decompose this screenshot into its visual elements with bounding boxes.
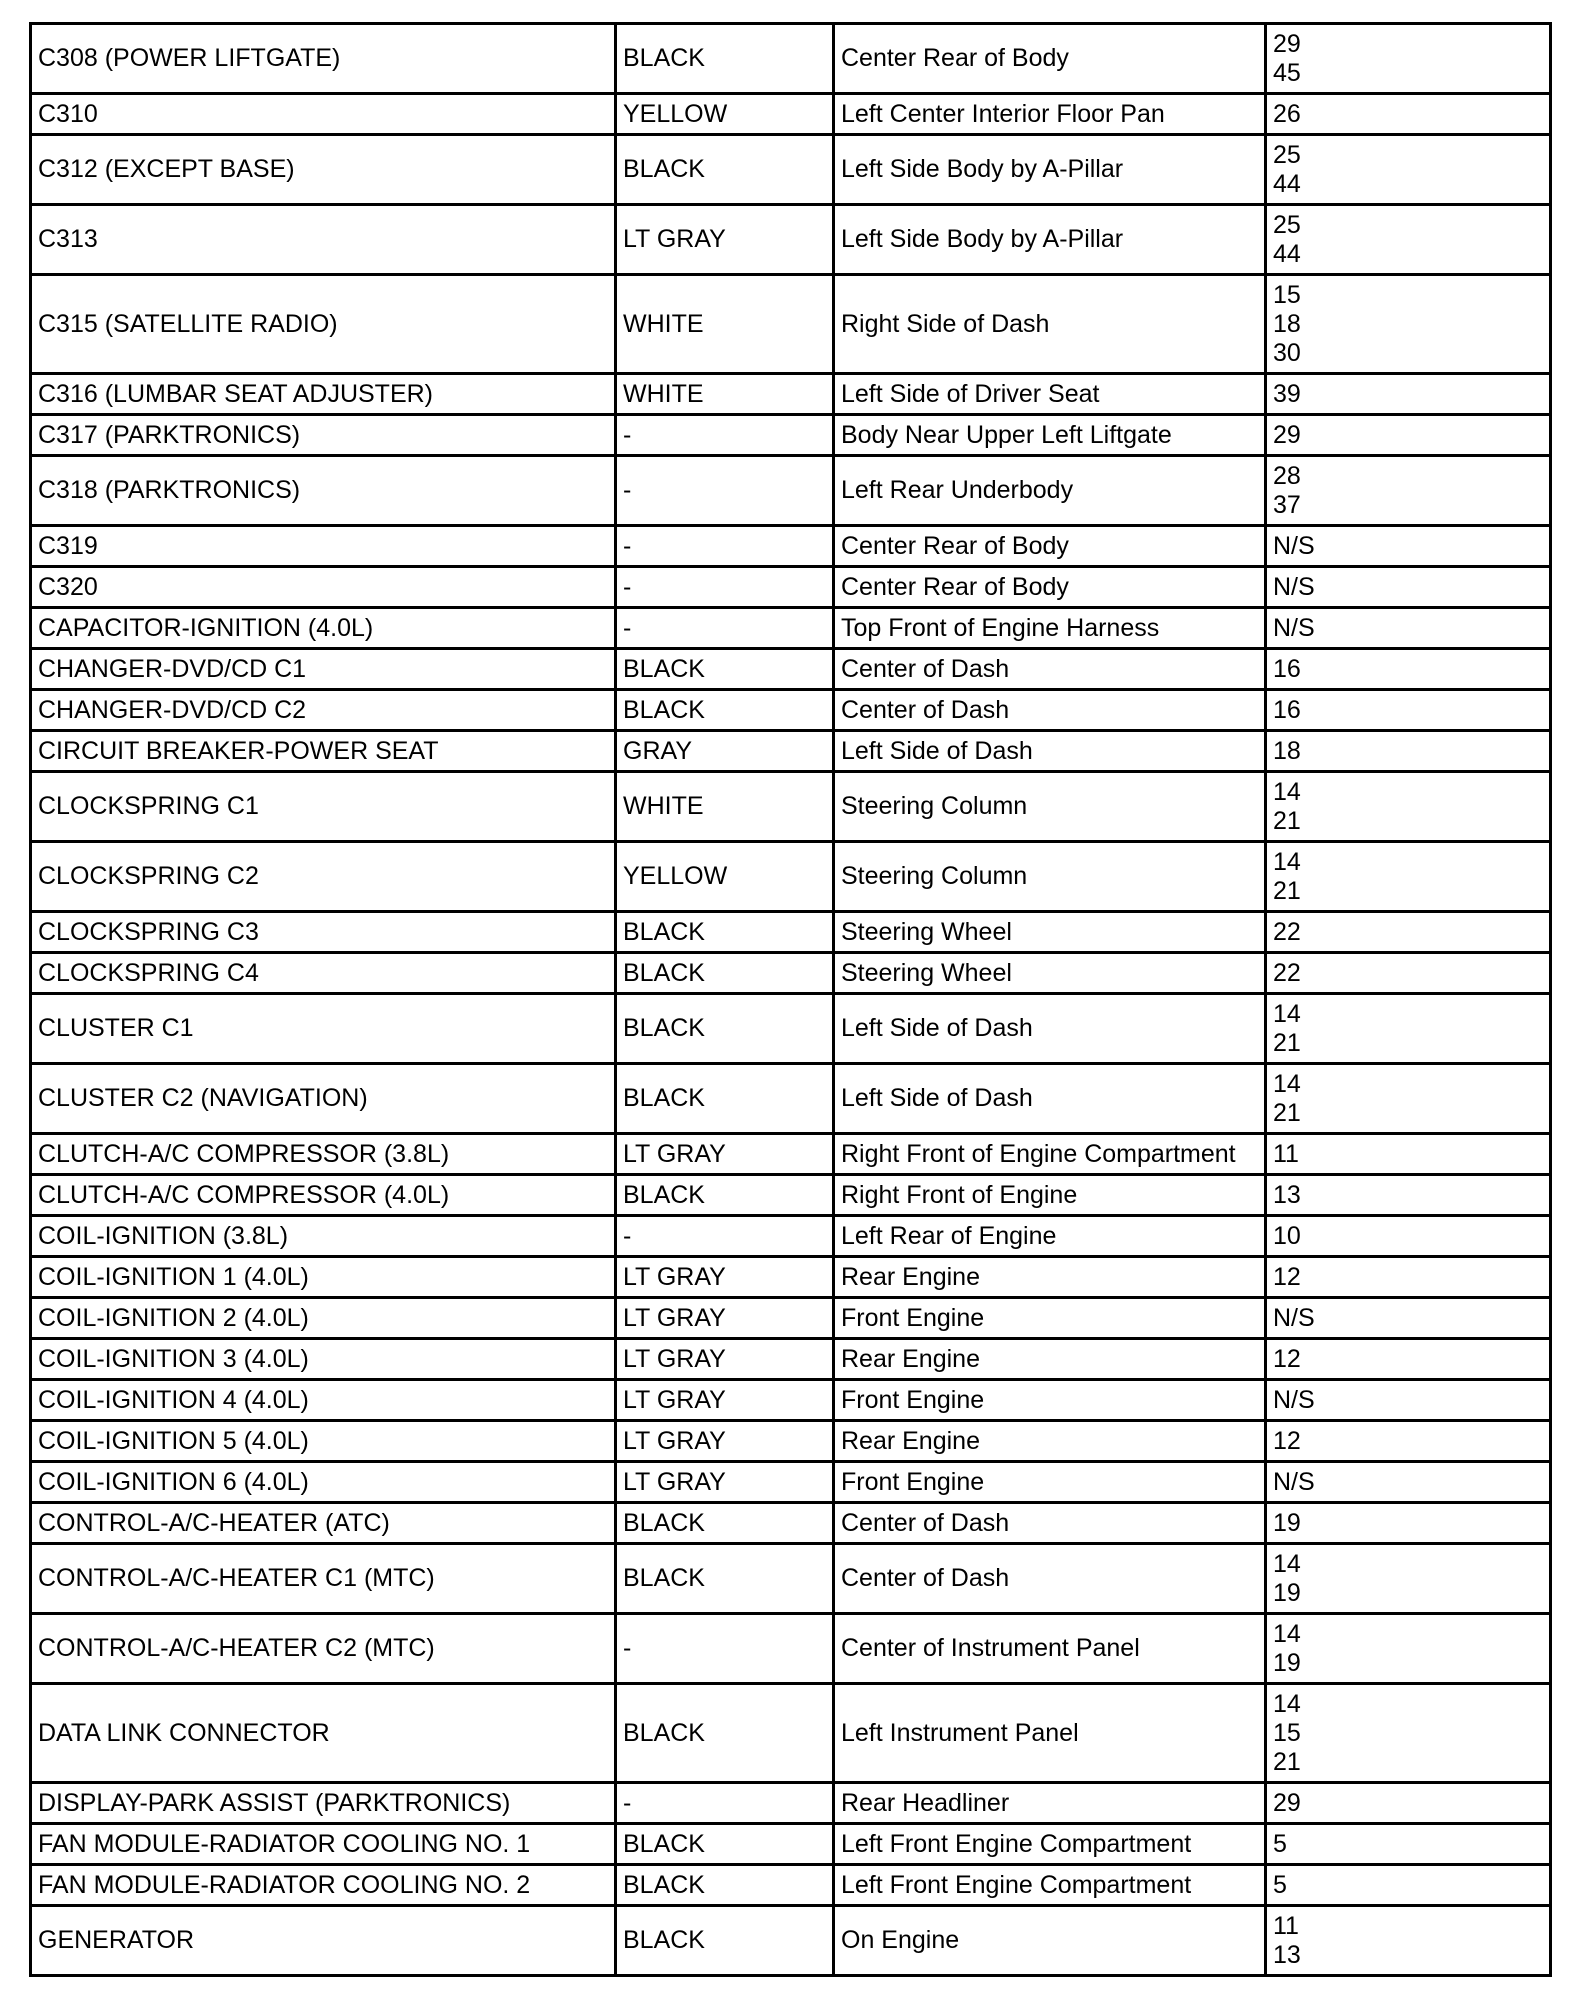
figure-number: 14: [1273, 1619, 1301, 1648]
connector-location-cell: Rear Engine: [834, 1257, 1266, 1298]
connector-name-cell: COIL-IGNITION 1 (4.0L): [31, 1257, 616, 1298]
connector-color-cell: BLACK: [616, 1824, 834, 1865]
figure-number: 15: [1273, 280, 1301, 309]
figure-number-cell: [1266, 690, 1551, 731]
connector-name-cell: C315 (SATELLITE RADIO): [31, 275, 616, 374]
figure-number: 14: [1273, 1549, 1301, 1578]
figure-number: 18: [1273, 309, 1301, 338]
figure-number-cell: [1266, 731, 1551, 772]
figure-number-cell: [1266, 135, 1551, 205]
table-row: [31, 1421, 1551, 1462]
figure-number-cell: [1266, 912, 1551, 953]
figure-number: 39: [1273, 379, 1301, 408]
table-row: [31, 24, 1551, 94]
figure-number-cell: [1266, 953, 1551, 994]
figure-number-cell: [1266, 1783, 1551, 1824]
figure-number: 13: [1273, 1180, 1301, 1209]
table-row: [31, 731, 1551, 772]
connector-color-cell: BLACK: [616, 135, 834, 205]
connector-name-cell: CLOCKSPRING C3: [31, 912, 616, 953]
connector-color-cell: BLACK: [616, 1175, 834, 1216]
figure-number-cell: [1266, 1339, 1551, 1380]
table-row: [31, 842, 1551, 912]
table-row: [31, 772, 1551, 842]
connector-color-cell: BLACK: [616, 953, 834, 994]
figure-number-cell: [1266, 1503, 1551, 1544]
connector-name-cell: CHANGER-DVD/CD C1: [31, 649, 616, 690]
figure-number-cell: [1266, 567, 1551, 608]
table-row: [31, 1503, 1551, 1544]
figure-number: 13: [1273, 1940, 1301, 1969]
connector-name-cell: CAPACITOR-IGNITION (4.0L): [31, 608, 616, 649]
table-row: [31, 1906, 1551, 1976]
table-row: [31, 1783, 1551, 1824]
figure-number-cell: [1266, 526, 1551, 567]
connector-name-cell: CLUSTER C2 (NAVIGATION): [31, 1064, 616, 1134]
figure-number-cell: [1266, 649, 1551, 690]
connector-color-cell: LT GRAY: [616, 1462, 834, 1503]
table-row: [31, 649, 1551, 690]
connector-color-cell: YELLOW: [616, 94, 834, 135]
figure-number: 11: [1273, 1911, 1299, 1940]
connector-name-cell: C308 (POWER LIFTGATE): [31, 24, 616, 94]
connector-name-cell: CLUTCH-A/C COMPRESSOR (3.8L): [31, 1134, 616, 1175]
connector-location-cell: Front Engine: [834, 1462, 1266, 1503]
figure-number: N/S: [1273, 1467, 1315, 1496]
connector-location-cell: Front Engine: [834, 1298, 1266, 1339]
connector-location-cell: Rear Engine: [834, 1421, 1266, 1462]
connector-location-cell: Center Rear of Body: [834, 526, 1266, 567]
table-row: [31, 1865, 1551, 1906]
connector-color-cell: -: [616, 608, 834, 649]
connector-color-cell: LT GRAY: [616, 1257, 834, 1298]
connector-color-cell: BLACK: [616, 690, 834, 731]
figure-number-cell: [1266, 275, 1551, 374]
connector-color-cell: -: [616, 1783, 834, 1824]
connector-color-cell: BLACK: [616, 1865, 834, 1906]
connector-location-cell: Left Center Interior Floor Pan: [834, 94, 1266, 135]
connector-name-cell: C317 (PARKTRONICS): [31, 415, 616, 456]
connector-location-cell: Center Rear of Body: [834, 567, 1266, 608]
figure-number: 29: [1273, 1788, 1301, 1817]
connector-color-cell: LT GRAY: [616, 1380, 834, 1421]
figure-number: N/S: [1273, 613, 1315, 642]
connector-location-cell: On Engine: [834, 1906, 1266, 1976]
connector-color-cell: BLACK: [616, 24, 834, 94]
connector-location-cell: Top Front of Engine Harness: [834, 608, 1266, 649]
connector-location-cell: Left Rear of Engine: [834, 1216, 1266, 1257]
figure-number-cell: [1266, 1614, 1551, 1684]
connector-color-cell: BLACK: [616, 994, 834, 1064]
figure-number: 44: [1273, 239, 1301, 268]
connector-location-cell: Right Front of Engine Compartment: [834, 1134, 1266, 1175]
table-row: [31, 1614, 1551, 1684]
figure-number-cell: [1266, 1298, 1551, 1339]
figure-number: N/S: [1273, 572, 1315, 601]
connector-color-cell: -: [616, 415, 834, 456]
figure-number: 14: [1273, 1689, 1301, 1718]
figure-number: 28: [1273, 461, 1301, 490]
figure-number: 29: [1273, 29, 1301, 58]
table-row: [31, 912, 1551, 953]
connector-name-cell: CLOCKSPRING C1: [31, 772, 616, 842]
connector-name-cell: COIL-IGNITION 5 (4.0L): [31, 1421, 616, 1462]
figure-number: 21: [1273, 876, 1301, 905]
figure-number: 22: [1273, 917, 1301, 946]
table-row: [31, 1257, 1551, 1298]
connector-name-cell: CONTROL-A/C-HEATER C1 (MTC): [31, 1544, 616, 1614]
table-row: [31, 275, 1551, 374]
figure-number-cell: [1266, 1544, 1551, 1614]
figure-number-cell: [1266, 1175, 1551, 1216]
connector-location-cell: Left Instrument Panel: [834, 1684, 1266, 1783]
figure-number: 26: [1273, 99, 1301, 128]
table-row: [31, 608, 1551, 649]
connector-location-cell: Center of Dash: [834, 1503, 1266, 1544]
connector-name-cell: DISPLAY-PARK ASSIST (PARKTRONICS): [31, 1783, 616, 1824]
connector-color-cell: -: [616, 456, 834, 526]
figure-number: 19: [1273, 1578, 1301, 1607]
table-row: [31, 456, 1551, 526]
connector-name-cell: COIL-IGNITION 4 (4.0L): [31, 1380, 616, 1421]
connector-color-cell: BLACK: [616, 912, 834, 953]
figure-number-cell: [1266, 1684, 1551, 1783]
connector-color-cell: BLACK: [616, 1684, 834, 1783]
connector-name-cell: COIL-IGNITION 3 (4.0L): [31, 1339, 616, 1380]
figure-number-cell: [1266, 1257, 1551, 1298]
connector-name-cell: FAN MODULE-RADIATOR COOLING NO. 2: [31, 1865, 616, 1906]
connector-location-cell: Right Side of Dash: [834, 275, 1266, 374]
connector-color-cell: WHITE: [616, 374, 834, 415]
figure-number: 21: [1273, 1028, 1301, 1057]
connector-name-cell: CHANGER-DVD/CD C2: [31, 690, 616, 731]
connector-color-cell: YELLOW: [616, 842, 834, 912]
connector-color-cell: BLACK: [616, 1064, 834, 1134]
figure-number-cell: [1266, 772, 1551, 842]
connector-color-cell: -: [616, 1216, 834, 1257]
connector-location-cell: Center of Dash: [834, 690, 1266, 731]
connector-location-cell: Steering Wheel: [834, 912, 1266, 953]
connector-location-cell: Rear Headliner: [834, 1783, 1266, 1824]
figure-number: 15: [1273, 1718, 1301, 1747]
table-row: [31, 1216, 1551, 1257]
connector-name-cell: C310: [31, 94, 616, 135]
figure-number-cell: [1266, 1064, 1551, 1134]
connector-location-cell: Center of Dash: [834, 1544, 1266, 1614]
connector-location-cell: Right Front of Engine: [834, 1175, 1266, 1216]
connector-color-cell: -: [616, 526, 834, 567]
figure-number-cell: [1266, 1134, 1551, 1175]
connector-location-cell: Steering Column: [834, 842, 1266, 912]
figure-number: N/S: [1273, 1385, 1315, 1414]
connector-location-cell: Center of Dash: [834, 649, 1266, 690]
table-row: [31, 690, 1551, 731]
connector-color-cell: LT GRAY: [616, 1339, 834, 1380]
connector-name-cell: DATA LINK CONNECTOR: [31, 1684, 616, 1783]
table-row: [31, 1462, 1551, 1503]
connector-name-cell: FAN MODULE-RADIATOR COOLING NO. 1: [31, 1824, 616, 1865]
connector-color-cell: LT GRAY: [616, 205, 834, 275]
connector-name-cell: C318 (PARKTRONICS): [31, 456, 616, 526]
connector-name-cell: COIL-IGNITION (3.8L): [31, 1216, 616, 1257]
figure-number: 21: [1273, 806, 1301, 835]
connector-color-cell: BLACK: [616, 1906, 834, 1976]
figure-number: 14: [1273, 777, 1301, 806]
figure-number: 14: [1273, 1069, 1301, 1098]
connector-location-cell: Center Rear of Body: [834, 24, 1266, 94]
connector-name-cell: CLUTCH-A/C COMPRESSOR (4.0L): [31, 1175, 616, 1216]
connector-location-cell: Rear Engine: [834, 1339, 1266, 1380]
connector-location-cell: Front Engine: [834, 1380, 1266, 1421]
figure-number: 10: [1273, 1221, 1301, 1250]
connector-name-cell: CONTROL-A/C-HEATER C2 (MTC): [31, 1614, 616, 1684]
table-row: [31, 1544, 1551, 1614]
connector-location-cell: Left Side of Dash: [834, 1064, 1266, 1134]
figure-number-cell: [1266, 1216, 1551, 1257]
table-row: [31, 526, 1551, 567]
connector-location-cell: Center of Instrument Panel: [834, 1614, 1266, 1684]
figure-number-cell: [1266, 415, 1551, 456]
connector-color-cell: BLACK: [616, 1503, 834, 1544]
figure-number: 12: [1273, 1426, 1301, 1455]
connector-location-cell: Left Side Body by A-Pillar: [834, 135, 1266, 205]
figure-number: 14: [1273, 999, 1301, 1028]
figure-number-cell: [1266, 1824, 1551, 1865]
connector-location-cell: Left Side of Driver Seat: [834, 374, 1266, 415]
connector-color-cell: WHITE: [616, 275, 834, 374]
figure-number: 12: [1273, 1262, 1301, 1291]
figure-number: 25: [1273, 140, 1301, 169]
connector-location-cell: Left Side Body by A-Pillar: [834, 205, 1266, 275]
table-row: [31, 94, 1551, 135]
connector-name-cell: CIRCUIT BREAKER-POWER SEAT: [31, 731, 616, 772]
figure-number-cell: [1266, 608, 1551, 649]
connector-color-cell: BLACK: [616, 1544, 834, 1614]
figure-number: 37: [1273, 490, 1301, 519]
table-row: [31, 374, 1551, 415]
figure-number: 5: [1273, 1870, 1287, 1899]
table-row: [31, 1134, 1551, 1175]
connector-location-table: [29, 22, 1552, 1977]
figure-number-cell: [1266, 1462, 1551, 1503]
figure-number: N/S: [1273, 1303, 1315, 1332]
figure-number: 45: [1273, 58, 1301, 87]
connector-name-cell: CLUSTER C1: [31, 994, 616, 1064]
figure-number: 16: [1273, 654, 1301, 683]
figure-number: 18: [1273, 736, 1301, 765]
figure-number: 21: [1273, 1747, 1301, 1776]
table-row: [31, 1175, 1551, 1216]
figure-number-cell: [1266, 994, 1551, 1064]
connector-color-cell: WHITE: [616, 772, 834, 842]
connector-color-cell: LT GRAY: [616, 1298, 834, 1339]
figure-number: 30: [1273, 338, 1301, 367]
connector-location-cell: Left Side of Dash: [834, 994, 1266, 1064]
figure-number-cell: [1266, 842, 1551, 912]
table-row: [31, 1684, 1551, 1783]
figure-number-cell: [1266, 1865, 1551, 1906]
table-row: [31, 205, 1551, 275]
figure-number-cell: [1266, 94, 1551, 135]
connector-color-cell: BLACK: [616, 649, 834, 690]
figure-number: 12: [1273, 1344, 1301, 1373]
connector-name-cell: C316 (LUMBAR SEAT ADJUSTER): [31, 374, 616, 415]
connector-color-cell: -: [616, 567, 834, 608]
connector-name-cell: CLOCKSPRING C4: [31, 953, 616, 994]
figure-number-cell: [1266, 374, 1551, 415]
connector-name-cell: COIL-IGNITION 6 (4.0L): [31, 1462, 616, 1503]
connector-location-cell: Body Near Upper Left Liftgate: [834, 415, 1266, 456]
table-row: [31, 135, 1551, 205]
connector-location-cell: Left Side of Dash: [834, 731, 1266, 772]
table-row: [31, 567, 1551, 608]
table-row: [31, 1339, 1551, 1380]
table-row: [31, 1298, 1551, 1339]
connector-name-cell: C312 (EXCEPT BASE): [31, 135, 616, 205]
connector-color-cell: LT GRAY: [616, 1421, 834, 1462]
table-row: [31, 1380, 1551, 1421]
figure-number: 11: [1273, 1139, 1299, 1168]
figure-number: 16: [1273, 695, 1301, 724]
connector-location-cell: Left Front Engine Compartment: [834, 1865, 1266, 1906]
figure-number: 44: [1273, 169, 1301, 198]
connector-name-cell: CLOCKSPRING C2: [31, 842, 616, 912]
connector-name-cell: GENERATOR: [31, 1906, 616, 1976]
connector-location-cell: Steering Wheel: [834, 953, 1266, 994]
table-row: [31, 1824, 1551, 1865]
figure-number: 29: [1273, 420, 1301, 449]
figure-number: 19: [1273, 1648, 1301, 1677]
connector-name-cell: C313: [31, 205, 616, 275]
figure-number: 21: [1273, 1098, 1301, 1127]
figure-number: 14: [1273, 847, 1301, 876]
connector-name-cell: CONTROL-A/C-HEATER (ATC): [31, 1503, 616, 1544]
connector-location-cell: Steering Column: [834, 772, 1266, 842]
table-body: [31, 24, 1551, 1976]
connector-location-cell: Left Front Engine Compartment: [834, 1824, 1266, 1865]
table-row: [31, 994, 1551, 1064]
connector-name-cell: COIL-IGNITION 2 (4.0L): [31, 1298, 616, 1339]
figure-number: 19: [1273, 1508, 1301, 1537]
connector-location-cell: Left Rear Underbody: [834, 456, 1266, 526]
figure-number: N/S: [1273, 531, 1315, 560]
connector-color-cell: LT GRAY: [616, 1134, 834, 1175]
table-row: [31, 953, 1551, 994]
figure-number: 22: [1273, 958, 1301, 987]
figure-number-cell: [1266, 1421, 1551, 1462]
figure-number-cell: [1266, 1380, 1551, 1421]
connector-name-cell: C320: [31, 567, 616, 608]
figure-number-cell: [1266, 24, 1551, 94]
figure-number-cell: [1266, 456, 1551, 526]
figure-number-cell: [1266, 205, 1551, 275]
table-row: [31, 415, 1551, 456]
figure-number: 5: [1273, 1829, 1287, 1858]
connector-color-cell: -: [616, 1614, 834, 1684]
figure-number-cell: [1266, 1906, 1551, 1976]
connector-color-cell: GRAY: [616, 731, 834, 772]
connector-name-cell: C319: [31, 526, 616, 567]
table-row: [31, 1064, 1551, 1134]
figure-number: 25: [1273, 210, 1301, 239]
